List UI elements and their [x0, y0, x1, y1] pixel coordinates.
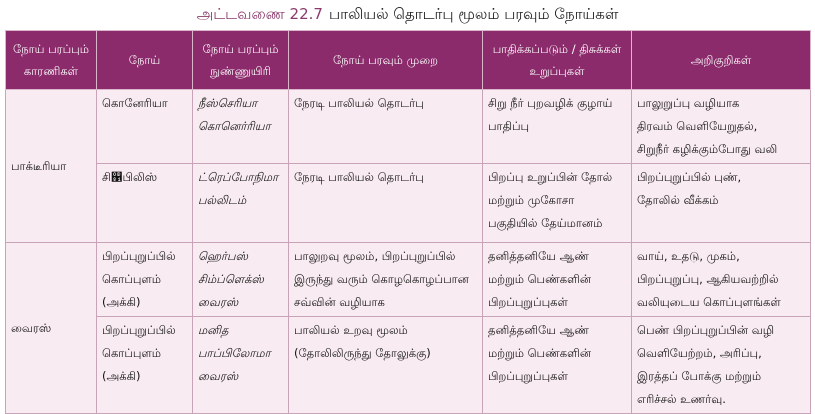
table-row: [6, 317, 811, 414]
pathogen-cell: ஹெர்பஸ் சிம்ப்ளெக்ஸ் வைரஸ்: [193, 243, 289, 317]
symptoms-cell: வாய், உதடு, முகம், பிறப்புறுப்பு, ஆகியவற்றில் வலியுடைய கொப்புளங்கள்: [632, 243, 811, 317]
agent-cell-bacteria: பாக்டீரியா: [6, 90, 97, 243]
pathogen-cell: ட்ரெப்போநிமா பல்லிடம்: [193, 164, 289, 243]
table-row: [6, 164, 811, 243]
caption-prefix: அட்டவணை 22.7: [196, 5, 323, 23]
table-caption: [0, 0, 815, 30]
symptoms-cell: பாலுறுப்பு வழியாக திரவம் வெளியேறுதல், சிறுநீர் கழிக்கும்போது வலி: [632, 90, 811, 164]
header-mode: நோய் பரவும் முறை: [289, 31, 483, 90]
header-disease: நோய்: [97, 31, 193, 90]
header-symptoms: அறிகுறிகள்: [632, 31, 811, 90]
table-row: [6, 90, 811, 164]
symptoms-cell: பிறப்புறுப்பில் புண், தோலில் வீக்கம்: [632, 164, 811, 243]
header-organs: பாதிக்கப்படும் / திசுக்கள் உறுப்புகள்: [483, 31, 632, 90]
organs-cell: பிறப்பு உறுப்பின் தோல் மற்றும் முகோசா பகுதியில் தேய்மானம்: [483, 164, 632, 243]
header-pathogen: நோய் பரப்பும் நுண்ணுயிரி: [193, 31, 289, 90]
organs-cell: சிறு நீர் புறவழிக் குழாய் பாதிப்பு: [483, 90, 632, 164]
disease-cell: பிறப்புறுப்பில் கொப்புளம் (அக்கி): [97, 317, 193, 414]
organs-cell: தனித்தனியே ஆண் மற்றும் பெண்களின் பிறப்புறுப்புகள்: [483, 243, 632, 317]
mode-cell: பாலியல் உறவு மூலம் (தோலிலிருந்து தோலுக்கு): [289, 317, 483, 414]
mode-cell: நேரடி பாலியல் தொடர்பு: [289, 164, 483, 243]
header-row: [6, 31, 811, 90]
pathogen-cell: மனித பாப்பிலோமா வைரஸ்: [193, 317, 289, 414]
mode-cell: பாலுறவு மூலம், பிறப்புறுப்பில் இருந்து வரும் கொழகொழப்பான சவ்வின் வழியாக: [289, 243, 483, 317]
header-agent: நோய் பரப்பும் காரணிகள்: [6, 31, 97, 90]
organs-cell: தனித்தனியே ஆண் மற்றும் பெண்களின் பிறப்புறுப்புகள்: [483, 317, 632, 414]
disease-cell: கொனேரியா: [97, 90, 193, 164]
table-row: [6, 243, 811, 317]
caption-title: பாலியல் தொடர்பு மூலம் பரவும் நோய்கள்: [328, 5, 619, 23]
mode-cell: நேரடி பாலியல் தொடர்பு: [289, 90, 483, 164]
agent-cell-virus: வைரஸ்: [6, 243, 97, 414]
symptoms-cell: பெண் பிறப்புறுப்பின் வழி வெளியேற்றம், அரிப்பு, இரத்தப் போக்கு மற்றும் எரிச்சல் உணர்வு.: [632, 317, 811, 414]
disease-cell: சி஁பிலிஸ்: [97, 164, 193, 243]
pathogen-cell: நீஸ்செரியா கொனெர்ரியா: [193, 90, 289, 164]
diseases-table: [5, 30, 811, 414]
disease-cell: பிறப்புறுப்பில் கொப்புளம் (அக்கி): [97, 243, 193, 317]
